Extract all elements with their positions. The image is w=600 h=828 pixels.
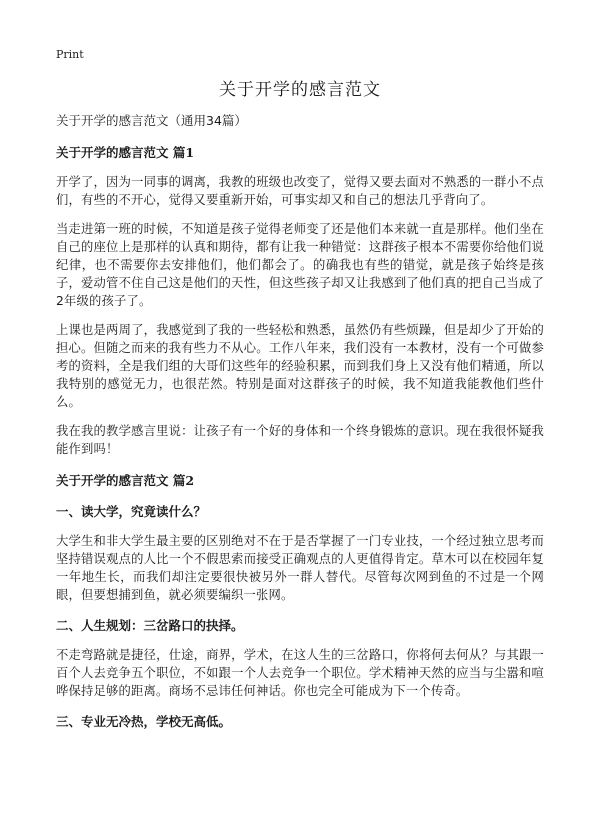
document-subtitle: 关于开学的感言范文（通用34篇）: [56, 113, 247, 128]
subsection-1-paragraph: 大学生和非大学生最主要的区别绝对不在于是否掌握了一门专业技，一个经过独立思考而坚持错误观点的人比一个不假思索而接受正确观点的人更值得肯定。草木可以在校园年复一年地生长，而我们却注定要很快被另外一群人替代。尽管每次网到鱼的不过是一个网眼，但要想捕到鱼，就必须要编织一张网。: [56, 534, 544, 602]
subsection-2-paragraph: 不走弯路就是捷径，仕途，商界，学术，在这人生的三岔路口，你将何去何从？与其跟一百个人去竞争五个职位，不如跟一个人去竞争一个职位。学术精神天然的应当与尘嚣和喧哗保持足够的距离。商场不忌讳任何神话。你也完全可能成为下一个传奇。: [56, 648, 544, 698]
subsection-heading-1: 一、读大学，究竟读什么？: [56, 504, 207, 519]
section-heading-1: 关于开学的感言范文 篇1: [56, 145, 195, 160]
section-1-paragraph-3: 上课也是两周了，我感觉到了我的一些轻松和熟悉，虽然仍有些烦躁，但是却少了开始的担心。但随之而来的我有些力不从心。工作八年来，我们没有一本教材，没有一个可做参考的资料，全是我们组的大哥们这些年的经验积累，而到我们身上又没有他们精通，所以我特别的感觉无力，也很茫然。特别是面对这群孩子的时候，我不知道我能教他们些什么。: [56, 323, 544, 409]
subsection-heading-3: 三、专业无冷热，学校无高低。: [56, 714, 232, 729]
print-label[interactable]: Print: [56, 48, 84, 61]
section-1-paragraph-4: 我在我的教学感言里说：让孩子有一个好的身体和一个终身锻炼的意识。现在我很怀疑我能作到吗！: [56, 424, 544, 456]
subsection-heading-2: 二、人生规划：三岔路口的抉择。: [56, 618, 244, 633]
section-1-paragraph-2: 当走进第一班的时候，不知道是孩子觉得老师变了还是他们本来就一直是那样。他们坐在自己的座位上是那样的认真和期待，都有让我一种错觉：这群孩子根本不需要你给他们说纪律，也不需要你去安排他们，他们都会了。的确我也有些的错觉，就是孩子始终是孩子，爱动管不住自己这是他们的天性，但这些孩子却又让我感到了他们真的把自己当成了2年级的孩子了。: [56, 222, 544, 308]
document-title: 关于开学的感言范文: [219, 80, 381, 100]
section-heading-2: 关于开学的感言范文 篇2: [56, 473, 195, 488]
section-1-paragraph-1: 开学了，因为一同事的调离，我教的班级也改变了，觉得又要去面对不熟悉的一群小不点们，有些的不开心，觉得又要重新开始，可事实却又和自己的想法几乎背向了。: [56, 175, 544, 207]
